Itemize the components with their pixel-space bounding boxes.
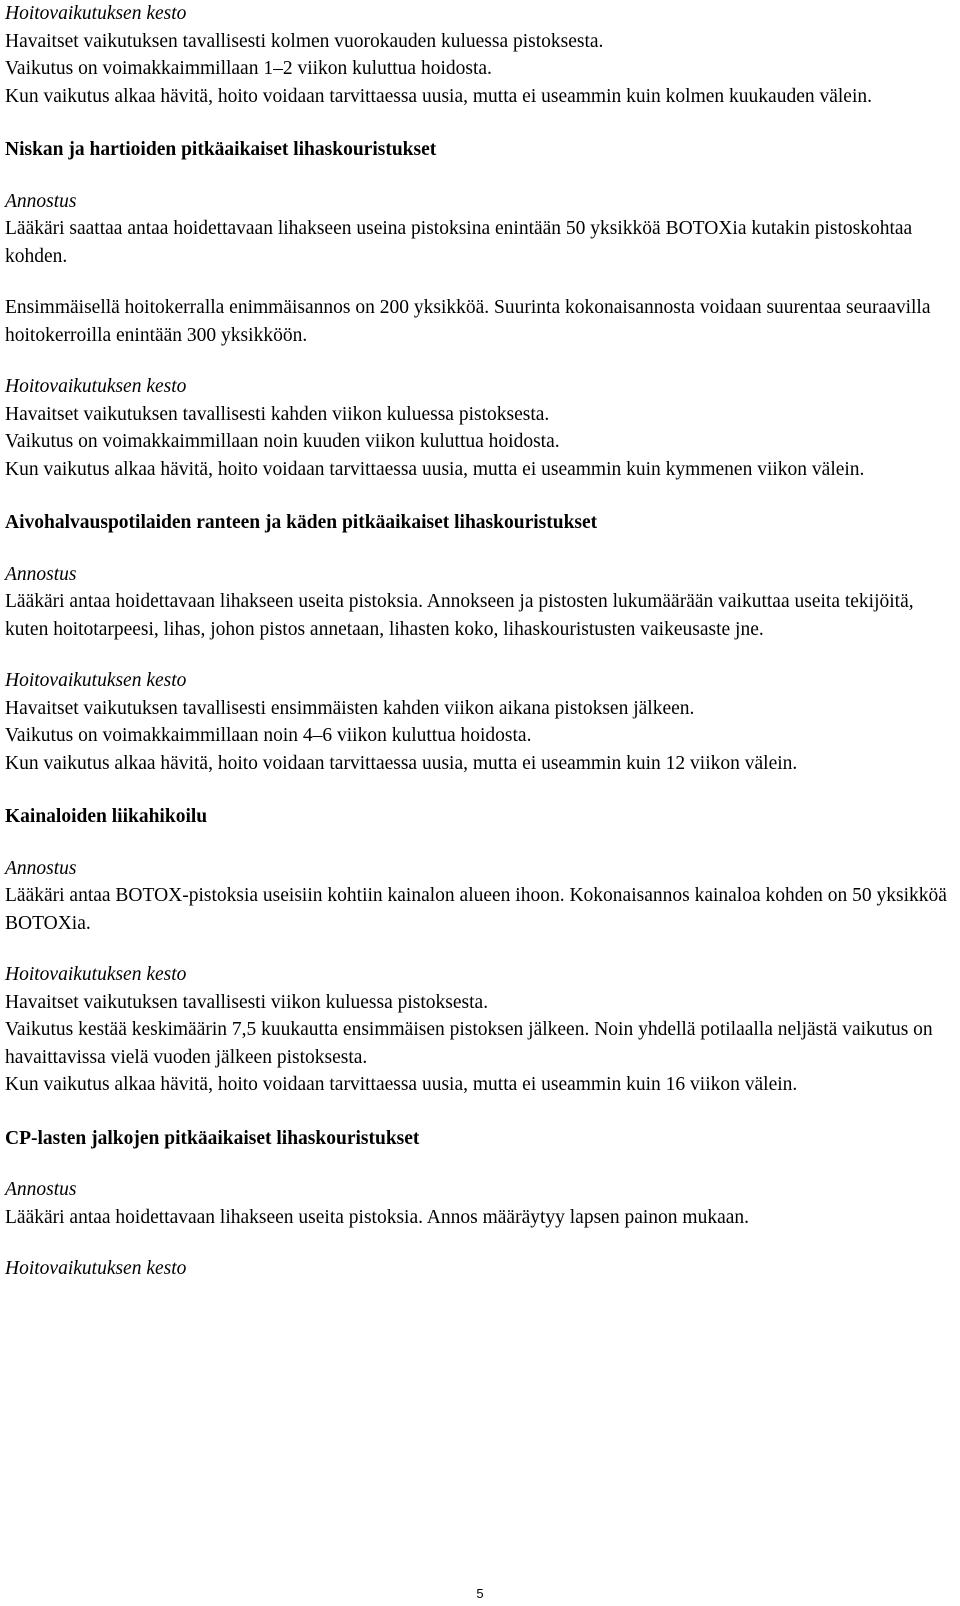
- neck-dosage-subheading: Annostus: [5, 190, 77, 212]
- armpit-section-heading: Kainaloiden liikahikoilu: [5, 806, 208, 827]
- stroke-duration-line-3: Kun vaikutus alkaa hävitä, hoito voidaan tarvittaessa uusia, mutta ei useammin kuin 12 viikon välein.: [5, 752, 798, 774]
- neck-duration-subheading: Hoitovaikutuksen kesto: [5, 376, 187, 397]
- cp-dosage-paragraph: Lääkäri antaa hoidettavaan lihakseen useita pistoksia. Annos määräytyy lapsen painon mukaan.: [5, 1206, 750, 1228]
- armpit-duration-line-2: Vaikutus kestää keskimäärin 7,5 kuukautta ensimmäisen pistoksen jälkeen. Noin yhdellä potilaalla neljästä vaikutus on havaittavissa vielä vuoden jälkeen pistoksesta.: [5, 1019, 933, 1068]
- armpit-duration-line-1: Havaitset vaikutuksen tavallisesti viikon kuluessa pistoksesta.: [5, 991, 489, 1013]
- armpit-dosage-paragraph: Lääkäri antaa BOTOX-pistoksia useisiin kohtiin kainalon alueen ihoon. Kokonaisannos kainaloa kohden on 50 yksikköä BOTOXia.: [5, 885, 947, 934]
- armpit-duration-subheading: Hoitovaikutuksen kesto: [5, 964, 187, 985]
- stroke-dosage-paragraph: Lääkäri antaa hoidettavaan lihakseen useita pistoksia. Annokseen ja pistosten lukumäärään vaikuttaa useita tekijöitä, kuten hoitotarpeesi, lihas, johon pistos annetaan, lihasten koko, lihaskouristusten vaikeusaste jne.: [5, 591, 914, 640]
- armpit-duration-line-3: Kun vaikutus alkaa hävitä, hoito voidaan tarvittaessa uusia, mutta ei useammin kuin 16 viikon välein.: [5, 1074, 798, 1095]
- armpit-dosage-subheading: Annostus: [5, 857, 77, 879]
- cp-duration-subheading: Hoitovaikutuksen kesto: [5, 1258, 187, 1279]
- stroke-duration-line-1: Havaitset vaikutuksen tavallisesti ensimmäisten kahden viikon aikana pistoksen jälkeen.: [5, 697, 695, 719]
- intro-duration-line-1: Havaitset vaikutuksen tavallisesti kolmen vuorokauden kuluessa pistoksesta.: [5, 30, 604, 52]
- neck-section-heading: Niskan ja hartioiden pitkäaikaiset lihaskouristukset: [5, 139, 437, 160]
- stroke-section-heading: Aivohalvauspotilaiden ranteen ja käden pitkäaikaiset lihaskouristukset: [5, 512, 598, 533]
- neck-dosage-paragraph-1: Lääkäri saattaa antaa hoidettavaan lihakseen useina pistoksina enintään 50 yksikköä BOTOXia kutakin pistoskohtaa kohden.: [5, 218, 913, 267]
- neck-dosage-paragraph-2: Ensimmäisellä hoitokerralla enimmäisannos on 200 yksikköä. Suurinta kokonaisannosta voidaan suurentaa seuraavilla hoitokerroilla enintään 300 yksikköön.: [5, 297, 931, 346]
- neck-duration-line-2: Vaikutus on voimakkaimmillaan noin kuuden viikon kuluttua hoidosta.: [5, 431, 560, 452]
- cp-dosage-subheading: Annostus: [5, 1179, 77, 1200]
- intro-duration-subheading: Hoitovaikutuksen kesto: [5, 3, 187, 24]
- neck-duration-line-1: Havaitset vaikutuksen tavallisesti kahden viikon kuluessa pistoksesta.: [5, 403, 550, 425]
- page-number: 5: [476, 1586, 484, 1601]
- stroke-duration-line-2: Vaikutus on voimakkaimmillaan noin 4–6 viikon kuluttua hoidosta.: [5, 725, 532, 746]
- cp-section-heading: CP-lasten jalkojen pitkäaikaiset lihaskouristukset: [5, 1127, 420, 1149]
- intro-duration-line-2: Vaikutus on voimakkaimmillaan 1–2 viikon kuluttua hoidosta.: [5, 58, 492, 79]
- neck-duration-line-3: Kun vaikutus alkaa hävitä, hoito voidaan tarvittaessa uusia, mutta ei useammin kuin kymmenen viikon välein.: [5, 458, 865, 480]
- stroke-dosage-subheading: Annostus: [5, 563, 77, 585]
- intro-duration-line-3: Kun vaikutus alkaa hävitä, hoito voidaan tarvittaessa uusia, mutta ei useammin kuin kolmen kuukauden välein.: [5, 85, 872, 107]
- stroke-duration-subheading: Hoitovaikutuksen kesto: [5, 670, 187, 691]
